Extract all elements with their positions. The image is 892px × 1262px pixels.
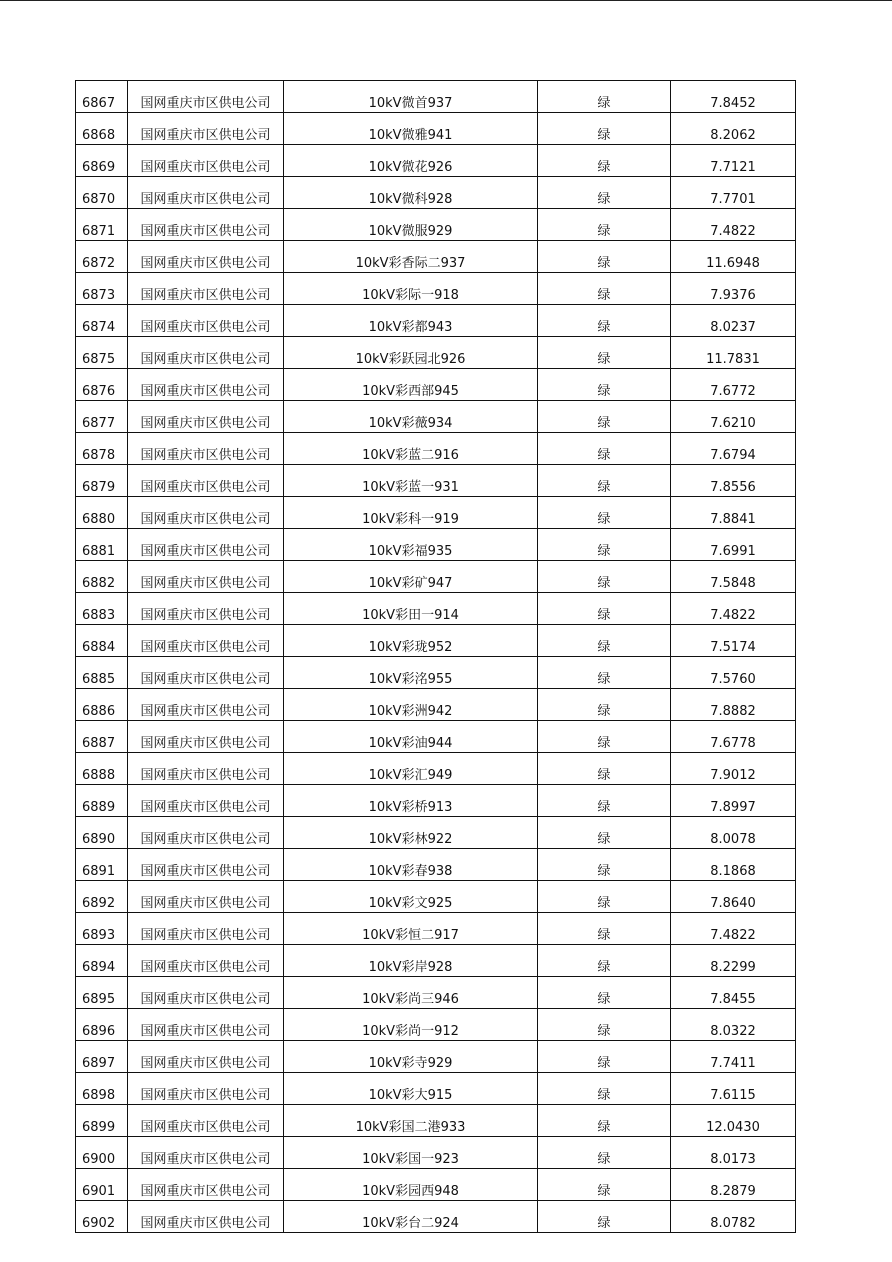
company-cell: 国网重庆市区供电公司 <box>128 785 284 817</box>
table-row <box>76 1201 796 1233</box>
table-row <box>76 497 796 529</box>
line-name-cell: 10kV彩恒二917 <box>284 913 538 945</box>
row-number-cell: 6878 <box>76 433 128 465</box>
level-cell: 绿 <box>538 689 671 721</box>
table-row <box>76 721 796 753</box>
row-number-cell: 6891 <box>76 849 128 881</box>
line-name-cell: 10kV彩文925 <box>284 881 538 913</box>
table-row <box>76 401 796 433</box>
level-cell: 绿 <box>538 913 671 945</box>
level-cell: 绿 <box>538 785 671 817</box>
level-cell: 绿 <box>538 1009 671 1041</box>
company-cell: 国网重庆市区供电公司 <box>128 81 284 113</box>
value-cell: 7.6772 <box>671 369 796 401</box>
value-cell: 7.5760 <box>671 657 796 689</box>
row-number-cell: 6876 <box>76 369 128 401</box>
value-cell: 8.0078 <box>671 817 796 849</box>
value-cell: 7.6991 <box>671 529 796 561</box>
level-cell: 绿 <box>538 209 671 241</box>
line-name-cell: 10kV彩福935 <box>284 529 538 561</box>
table-row <box>76 881 796 913</box>
level-cell: 绿 <box>538 817 671 849</box>
row-number-cell: 6889 <box>76 785 128 817</box>
page-top-rule <box>0 0 892 1</box>
value-cell: 8.0173 <box>671 1137 796 1169</box>
level-cell: 绿 <box>538 337 671 369</box>
line-name-cell: 10kV彩薇934 <box>284 401 538 433</box>
company-cell: 国网重庆市区供电公司 <box>128 657 284 689</box>
company-cell: 国网重庆市区供电公司 <box>128 465 284 497</box>
line-name-cell: 10kV彩矿947 <box>284 561 538 593</box>
value-cell: 8.0237 <box>671 305 796 337</box>
company-cell: 国网重庆市区供电公司 <box>128 1169 284 1201</box>
company-cell: 国网重庆市区供电公司 <box>128 1009 284 1041</box>
company-cell: 国网重庆市区供电公司 <box>128 849 284 881</box>
line-name-cell: 10kV彩珑952 <box>284 625 538 657</box>
row-number-cell: 6900 <box>76 1137 128 1169</box>
line-name-cell: 10kV彩科一919 <box>284 497 538 529</box>
line-name-cell: 10kV彩春938 <box>284 849 538 881</box>
table-row <box>76 625 796 657</box>
row-number-cell: 6869 <box>76 145 128 177</box>
level-cell: 绿 <box>538 113 671 145</box>
table-row <box>76 1041 796 1073</box>
line-name-cell: 10kV彩洺955 <box>284 657 538 689</box>
line-name-cell: 10kV微花926 <box>284 145 538 177</box>
line-name-cell: 10kV彩尚一912 <box>284 1009 538 1041</box>
table-row <box>76 1073 796 1105</box>
value-cell: 8.2879 <box>671 1169 796 1201</box>
table-row <box>76 465 796 497</box>
row-number-cell: 6886 <box>76 689 128 721</box>
level-cell: 绿 <box>538 1137 671 1169</box>
level-cell: 绿 <box>538 561 671 593</box>
line-name-cell: 10kV彩尚三946 <box>284 977 538 1009</box>
level-cell: 绿 <box>538 1073 671 1105</box>
level-cell: 绿 <box>538 369 671 401</box>
level-cell: 绿 <box>538 1041 671 1073</box>
company-cell: 国网重庆市区供电公司 <box>128 433 284 465</box>
table-row <box>76 241 796 273</box>
level-cell: 绿 <box>538 721 671 753</box>
value-cell: 7.7411 <box>671 1041 796 1073</box>
company-cell: 国网重庆市区供电公司 <box>128 753 284 785</box>
company-cell: 国网重庆市区供电公司 <box>128 689 284 721</box>
value-cell: 7.4822 <box>671 913 796 945</box>
data-table <box>75 80 796 1233</box>
level-cell: 绿 <box>538 81 671 113</box>
line-name-cell: 10kV彩油944 <box>284 721 538 753</box>
table-row <box>76 337 796 369</box>
row-number-cell: 6879 <box>76 465 128 497</box>
value-cell: 7.4822 <box>671 209 796 241</box>
table-row <box>76 305 796 337</box>
value-cell: 7.4822 <box>671 593 796 625</box>
company-cell: 国网重庆市区供电公司 <box>128 593 284 625</box>
line-name-cell: 10kV彩台二924 <box>284 1201 538 1233</box>
table-row <box>76 369 796 401</box>
value-cell: 7.7701 <box>671 177 796 209</box>
table-body <box>76 81 796 1233</box>
level-cell: 绿 <box>538 881 671 913</box>
table-row <box>76 145 796 177</box>
table-row <box>76 81 796 113</box>
table-row <box>76 113 796 145</box>
table-row <box>76 177 796 209</box>
level-cell: 绿 <box>538 241 671 273</box>
row-number-cell: 6871 <box>76 209 128 241</box>
table-row <box>76 561 796 593</box>
row-number-cell: 6888 <box>76 753 128 785</box>
table-row <box>76 945 796 977</box>
value-cell: 7.9012 <box>671 753 796 785</box>
row-number-cell: 6884 <box>76 625 128 657</box>
company-cell: 国网重庆市区供电公司 <box>128 977 284 1009</box>
company-cell: 国网重庆市区供电公司 <box>128 561 284 593</box>
value-cell: 7.8556 <box>671 465 796 497</box>
company-cell: 国网重庆市区供电公司 <box>128 305 284 337</box>
row-number-cell: 6867 <box>76 81 128 113</box>
table-row <box>76 849 796 881</box>
value-cell: 7.9376 <box>671 273 796 305</box>
company-cell: 国网重庆市区供电公司 <box>128 273 284 305</box>
company-cell: 国网重庆市区供电公司 <box>128 1105 284 1137</box>
level-cell: 绿 <box>538 1105 671 1137</box>
table-row <box>76 977 796 1009</box>
level-cell: 绿 <box>538 305 671 337</box>
row-number-cell: 6874 <box>76 305 128 337</box>
company-cell: 国网重庆市区供电公司 <box>128 881 284 913</box>
row-number-cell: 6896 <box>76 1009 128 1041</box>
value-cell: 7.5848 <box>671 561 796 593</box>
table-row <box>76 689 796 721</box>
level-cell: 绿 <box>538 753 671 785</box>
company-cell: 国网重庆市区供电公司 <box>128 401 284 433</box>
company-cell: 国网重庆市区供电公司 <box>128 1137 284 1169</box>
row-number-cell: 6901 <box>76 1169 128 1201</box>
value-cell: 7.8997 <box>671 785 796 817</box>
value-cell: 11.6948 <box>671 241 796 273</box>
level-cell: 绿 <box>538 1201 671 1233</box>
value-cell: 7.8455 <box>671 977 796 1009</box>
level-cell: 绿 <box>538 529 671 561</box>
company-cell: 国网重庆市区供电公司 <box>128 145 284 177</box>
company-cell: 国网重庆市区供电公司 <box>128 913 284 945</box>
table-row <box>76 753 796 785</box>
value-cell: 7.8841 <box>671 497 796 529</box>
line-name-cell: 10kV彩国一923 <box>284 1137 538 1169</box>
level-cell: 绿 <box>538 657 671 689</box>
row-number-cell: 6894 <box>76 945 128 977</box>
table-row <box>76 1137 796 1169</box>
table-row <box>76 817 796 849</box>
line-name-cell: 10kV彩田一914 <box>284 593 538 625</box>
company-cell: 国网重庆市区供电公司 <box>128 529 284 561</box>
row-number-cell: 6882 <box>76 561 128 593</box>
level-cell: 绿 <box>538 401 671 433</box>
line-name-cell: 10kV彩都943 <box>284 305 538 337</box>
line-name-cell: 10kV微服929 <box>284 209 538 241</box>
level-cell: 绿 <box>538 945 671 977</box>
row-number-cell: 6883 <box>76 593 128 625</box>
row-number-cell: 6877 <box>76 401 128 433</box>
table-row <box>76 785 796 817</box>
line-name-cell: 10kV彩洲942 <box>284 689 538 721</box>
value-cell: 7.8452 <box>671 81 796 113</box>
row-number-cell: 6895 <box>76 977 128 1009</box>
level-cell: 绿 <box>538 977 671 1009</box>
value-cell: 7.5174 <box>671 625 796 657</box>
company-cell: 国网重庆市区供电公司 <box>128 1073 284 1105</box>
company-cell: 国网重庆市区供电公司 <box>128 241 284 273</box>
company-cell: 国网重庆市区供电公司 <box>128 1201 284 1233</box>
row-number-cell: 6870 <box>76 177 128 209</box>
row-number-cell: 6892 <box>76 881 128 913</box>
value-cell: 8.0782 <box>671 1201 796 1233</box>
row-number-cell: 6893 <box>76 913 128 945</box>
level-cell: 绿 <box>538 273 671 305</box>
value-cell: 7.6115 <box>671 1073 796 1105</box>
row-number-cell: 6890 <box>76 817 128 849</box>
line-name-cell: 10kV彩跃园北926 <box>284 337 538 369</box>
level-cell: 绿 <box>538 145 671 177</box>
row-number-cell: 6880 <box>76 497 128 529</box>
level-cell: 绿 <box>538 593 671 625</box>
table-row <box>76 209 796 241</box>
row-number-cell: 6872 <box>76 241 128 273</box>
line-name-cell: 10kV彩岸928 <box>284 945 538 977</box>
value-cell: 8.0322 <box>671 1009 796 1041</box>
company-cell: 国网重庆市区供电公司 <box>128 369 284 401</box>
level-cell: 绿 <box>538 177 671 209</box>
line-name-cell: 10kV彩蓝一931 <box>284 465 538 497</box>
level-cell: 绿 <box>538 433 671 465</box>
value-cell: 7.7121 <box>671 145 796 177</box>
line-name-cell: 10kV彩寺929 <box>284 1041 538 1073</box>
table-row <box>76 529 796 561</box>
table-row <box>76 913 796 945</box>
level-cell: 绿 <box>538 465 671 497</box>
line-name-cell: 10kV彩大915 <box>284 1073 538 1105</box>
table-row <box>76 657 796 689</box>
row-number-cell: 6885 <box>76 657 128 689</box>
row-number-cell: 6868 <box>76 113 128 145</box>
level-cell: 绿 <box>538 625 671 657</box>
table-row <box>76 273 796 305</box>
line-name-cell: 10kV微首937 <box>284 81 538 113</box>
row-number-cell: 6873 <box>76 273 128 305</box>
company-cell: 国网重庆市区供电公司 <box>128 721 284 753</box>
level-cell: 绿 <box>538 849 671 881</box>
line-name-cell: 10kV彩香际二937 <box>284 241 538 273</box>
row-number-cell: 6875 <box>76 337 128 369</box>
company-cell: 国网重庆市区供电公司 <box>128 817 284 849</box>
value-cell: 8.2299 <box>671 945 796 977</box>
line-name-cell: 10kV微科928 <box>284 177 538 209</box>
line-name-cell: 10kV彩汇949 <box>284 753 538 785</box>
level-cell: 绿 <box>538 1169 671 1201</box>
company-cell: 国网重庆市区供电公司 <box>128 209 284 241</box>
line-name-cell: 10kV彩桥913 <box>284 785 538 817</box>
table-row <box>76 1105 796 1137</box>
company-cell: 国网重庆市区供电公司 <box>128 1041 284 1073</box>
line-name-cell: 10kV彩西部945 <box>284 369 538 401</box>
company-cell: 国网重庆市区供电公司 <box>128 497 284 529</box>
level-cell: 绿 <box>538 497 671 529</box>
table-row <box>76 1169 796 1201</box>
line-name-cell: 10kV彩蓝二916 <box>284 433 538 465</box>
line-name-cell: 10kV彩林922 <box>284 817 538 849</box>
line-name-cell: 10kV微雅941 <box>284 113 538 145</box>
line-name-cell: 10kV彩际一918 <box>284 273 538 305</box>
company-cell: 国网重庆市区供电公司 <box>128 177 284 209</box>
company-cell: 国网重庆市区供电公司 <box>128 625 284 657</box>
row-number-cell: 6881 <box>76 529 128 561</box>
row-number-cell: 6898 <box>76 1073 128 1105</box>
table-row <box>76 1009 796 1041</box>
value-cell: 7.8640 <box>671 881 796 913</box>
value-cell: 8.2062 <box>671 113 796 145</box>
value-cell: 7.8882 <box>671 689 796 721</box>
table-row <box>76 433 796 465</box>
row-number-cell: 6899 <box>76 1105 128 1137</box>
value-cell: 12.0430 <box>671 1105 796 1137</box>
line-name-cell: 10kV彩园西948 <box>284 1169 538 1201</box>
value-cell: 7.6794 <box>671 433 796 465</box>
row-number-cell: 6902 <box>76 1201 128 1233</box>
row-number-cell: 6897 <box>76 1041 128 1073</box>
row-number-cell: 6887 <box>76 721 128 753</box>
value-cell: 8.1868 <box>671 849 796 881</box>
line-name-cell: 10kV彩国二港933 <box>284 1105 538 1137</box>
company-cell: 国网重庆市区供电公司 <box>128 113 284 145</box>
value-cell: 11.7831 <box>671 337 796 369</box>
company-cell: 国网重庆市区供电公司 <box>128 945 284 977</box>
value-cell: 7.6210 <box>671 401 796 433</box>
value-cell: 7.6778 <box>671 721 796 753</box>
company-cell: 国网重庆市区供电公司 <box>128 337 284 369</box>
table-row <box>76 593 796 625</box>
